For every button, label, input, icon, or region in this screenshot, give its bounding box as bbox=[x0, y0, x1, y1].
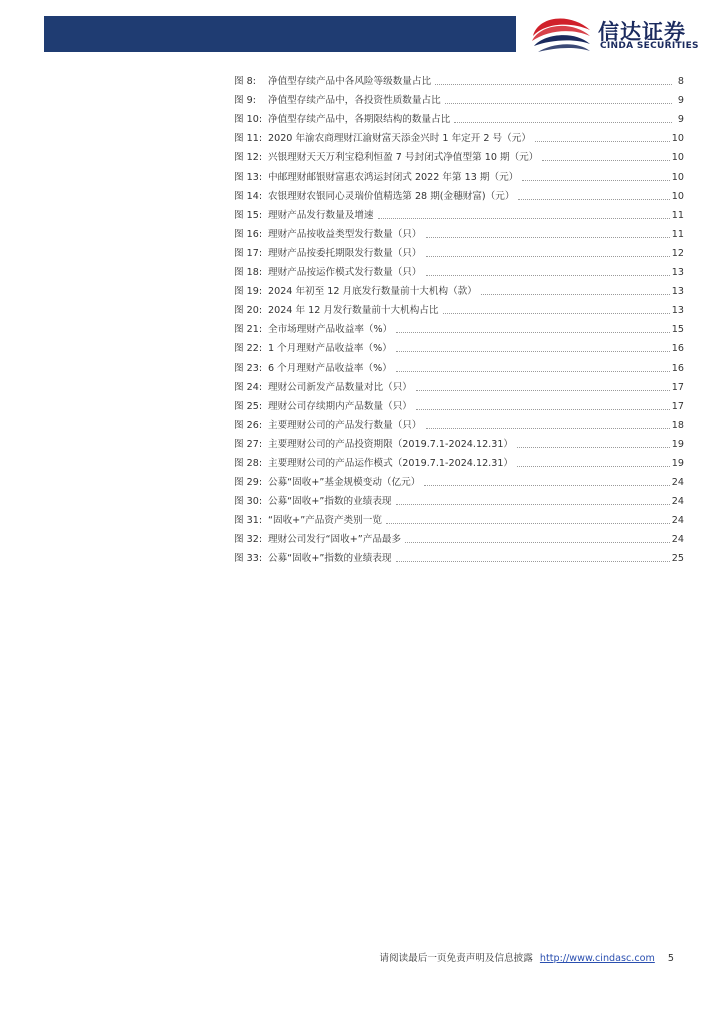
toc-entry-page: 17 bbox=[671, 400, 684, 412]
toc-dot-leader bbox=[517, 447, 670, 448]
toc-dot-leader bbox=[405, 542, 670, 543]
toc-entry-label: 图 25: bbox=[234, 400, 263, 412]
toc-entry-label: 图 27: bbox=[234, 438, 263, 450]
toc-entry[interactable] bbox=[234, 470, 684, 489]
toc-entry-page: 18 bbox=[671, 419, 684, 431]
toc-entry-page: 24 bbox=[671, 477, 684, 489]
toc-entry-title: 净值型存续产品中，各投资性质数量占比 bbox=[268, 95, 441, 107]
toc-entry[interactable] bbox=[234, 184, 684, 203]
toc-entry-label: 图 20: bbox=[234, 305, 263, 317]
toc-entry-page: 11 bbox=[671, 228, 684, 240]
toc-entry-page: 10 bbox=[671, 152, 684, 164]
toc-dot-leader bbox=[396, 504, 670, 505]
toc-entry-title: 农银理财农银同心灵瑞价值精选第 28 期(金穗财富)（元） bbox=[268, 190, 515, 202]
toc-entry-label: 图 22: bbox=[234, 343, 263, 355]
toc-entry-page: 8 bbox=[677, 76, 684, 88]
toc-dot-leader bbox=[445, 103, 672, 104]
company-logo bbox=[530, 14, 710, 56]
toc-dot-leader bbox=[426, 428, 670, 429]
toc-dot-leader bbox=[416, 390, 670, 391]
toc-dot-leader bbox=[542, 160, 669, 161]
toc-entry-title: 2024 年 12 月发行数量前十大机构占比 bbox=[268, 305, 439, 317]
toc-dot-leader bbox=[426, 237, 670, 238]
toc-entry-page: 16 bbox=[671, 362, 684, 374]
toc-entry-page: 9 bbox=[677, 114, 684, 126]
toc-entry[interactable] bbox=[234, 375, 684, 394]
toc-entry-title: 理财公司存续期内产品数量（只） bbox=[268, 400, 412, 412]
toc-entry-label: 图 30: bbox=[234, 496, 263, 508]
toc-entry[interactable] bbox=[234, 527, 684, 546]
toc-entry[interactable] bbox=[234, 222, 684, 241]
toc-entry-page: 17 bbox=[671, 381, 684, 393]
toc-entry[interactable] bbox=[234, 126, 684, 145]
toc-entry-title: 理财产品发行数量及增速 bbox=[268, 209, 374, 221]
toc-entry-title: 主要理财公司的产品投资期限（2019.7.1-2024.12.31） bbox=[268, 438, 514, 450]
toc-entry-label: 图 16: bbox=[234, 228, 263, 240]
toc-entry-page: 24 bbox=[671, 496, 684, 508]
toc-entry[interactable] bbox=[234, 69, 684, 88]
footer-website-link[interactable]: http://www.cindasc.com bbox=[539, 953, 655, 964]
logo-english-name: CINDA SECURITIES bbox=[600, 41, 699, 51]
toc-dot-leader bbox=[396, 351, 670, 352]
toc-dot-leader bbox=[481, 294, 670, 295]
toc-dot-leader bbox=[454, 122, 672, 123]
toc-entry[interactable] bbox=[234, 336, 684, 355]
toc-entry[interactable] bbox=[234, 145, 684, 164]
toc-entry[interactable] bbox=[234, 489, 684, 508]
toc-entry-title: 中邮理财邮银财富惠农鸿运封闭式 2022 年第 13 期（元） bbox=[268, 171, 519, 183]
toc-entry-page: 13 bbox=[671, 305, 684, 317]
header-bar bbox=[44, 16, 516, 52]
toc-entry[interactable] bbox=[234, 432, 684, 451]
toc-entry-label: 图 18: bbox=[234, 267, 263, 279]
toc-entry-title: 理财产品按收益类型发行数量（只） bbox=[268, 228, 422, 240]
toc-entry-label: 图 29: bbox=[234, 477, 263, 489]
toc-entry[interactable] bbox=[234, 394, 684, 413]
toc-entry[interactable] bbox=[234, 546, 684, 565]
toc-entry-label: 图 17: bbox=[234, 247, 263, 259]
toc-entry-label: 图 19: bbox=[234, 286, 263, 298]
toc-entry-title: 净值型存续产品中，各期限结构的数量占比 bbox=[268, 114, 451, 126]
toc-dot-leader bbox=[443, 313, 670, 314]
toc-entry-page: 24 bbox=[671, 534, 684, 546]
toc-entry[interactable] bbox=[234, 203, 684, 222]
toc-dot-leader bbox=[396, 561, 670, 562]
toc-entry[interactable] bbox=[234, 451, 684, 470]
toc-entry-page: 10 bbox=[671, 190, 684, 202]
toc-dot-leader bbox=[517, 466, 670, 467]
toc-dot-leader bbox=[426, 275, 670, 276]
toc-entry-title: 兴银理财天天万利宝稳利恒盈 7 号封闭式净值型第 10 期（元） bbox=[268, 152, 539, 164]
toc-entry[interactable] bbox=[234, 164, 684, 183]
toc-entry-label: 图 23: bbox=[234, 362, 263, 374]
toc-entry[interactable] bbox=[234, 355, 684, 374]
toc-entry-label: 图 11: bbox=[234, 133, 263, 145]
toc-entry-label: 图 32: bbox=[234, 534, 263, 546]
page-number: 5 bbox=[667, 953, 674, 964]
toc-dot-leader bbox=[386, 523, 670, 524]
toc-entry-title: 2024 年初至 12 月底发行数量前十大机构（款） bbox=[268, 286, 477, 298]
figure-table-of-contents bbox=[234, 69, 684, 565]
toc-entry-page: 10 bbox=[671, 133, 684, 145]
toc-entry-title: 主要理财公司的产品发行数量（只） bbox=[268, 419, 422, 431]
cinda-logo-icon bbox=[530, 14, 592, 56]
toc-entry-label: 图 10: bbox=[234, 114, 263, 126]
toc-entry[interactable] bbox=[234, 260, 684, 279]
toc-entry-page: 13 bbox=[671, 267, 684, 279]
toc-entry-page: 10 bbox=[671, 171, 684, 183]
toc-entry[interactable] bbox=[234, 241, 684, 260]
toc-entry-title: 理财公司新发产品数量对比（只） bbox=[268, 381, 412, 393]
toc-entry-label: 图 14: bbox=[234, 190, 263, 202]
toc-entry-title: 6 个月理财产品收益率（%） bbox=[268, 362, 392, 374]
toc-entry-title: 主要理财公司的产品运作模式（2019.7.1-2024.12.31） bbox=[268, 457, 514, 469]
toc-entry-title: 1 个月理财产品收益率（%） bbox=[268, 343, 392, 355]
toc-entry-title: 2020 年渝农商理财江渝财富天添金兴时 1 年定开 2 号（元） bbox=[268, 133, 531, 145]
logo-chinese-name: 信达证券 bbox=[598, 20, 686, 44]
toc-dot-leader bbox=[426, 256, 670, 257]
toc-entry-page: 19 bbox=[671, 438, 684, 450]
toc-entry-label: 图 15: bbox=[234, 209, 263, 221]
toc-entry[interactable] bbox=[234, 317, 684, 336]
toc-entry-label: 图 33: bbox=[234, 553, 263, 565]
toc-entry-title: 公募“固收+”指数的业绩表现 bbox=[268, 496, 392, 508]
toc-entry-page: 16 bbox=[671, 343, 684, 355]
toc-dot-leader bbox=[416, 409, 670, 410]
toc-entry[interactable] bbox=[234, 298, 684, 317]
toc-entry-title: 理财产品按委托期限发行数量（只） bbox=[268, 247, 422, 259]
toc-entry-title: 公募“固收+”基金规模变动（亿元） bbox=[268, 477, 421, 489]
toc-entry-title: 全市场理财产品收益率（%） bbox=[268, 324, 393, 336]
toc-entry-title: 净值型存续产品中各风险等级数量占比 bbox=[268, 76, 432, 88]
toc-entry-label: 图 31: bbox=[234, 515, 263, 527]
toc-entry[interactable] bbox=[234, 107, 684, 126]
toc-entry-label: 图 8: bbox=[234, 76, 256, 88]
toc-entry-page: 25 bbox=[671, 553, 684, 565]
toc-entry-title: 理财公司发行“固收+”产品最多 bbox=[268, 534, 402, 546]
toc-entry[interactable] bbox=[234, 88, 684, 107]
toc-entry-page: 9 bbox=[677, 95, 684, 107]
toc-dot-leader bbox=[522, 180, 669, 181]
toc-entry-title: “固收+”产品资产类别一览 bbox=[268, 515, 382, 527]
toc-entry-page: 19 bbox=[671, 457, 684, 469]
toc-entry-page: 24 bbox=[671, 515, 684, 527]
toc-dot-leader bbox=[396, 371, 670, 372]
toc-entry-label: 图 24: bbox=[234, 381, 263, 393]
toc-entry-label: 图 9: bbox=[234, 95, 256, 107]
toc-dot-leader bbox=[518, 199, 669, 200]
toc-entry-title: 理财产品按运作模式发行数量（只） bbox=[268, 267, 422, 279]
toc-dot-leader bbox=[396, 332, 670, 333]
toc-entry-label: 图 13: bbox=[234, 171, 263, 183]
toc-entry-label: 图 28: bbox=[234, 457, 263, 469]
toc-entry[interactable] bbox=[234, 413, 684, 432]
toc-entry-label: 图 26: bbox=[234, 419, 263, 431]
toc-dot-leader bbox=[435, 84, 672, 85]
page-footer bbox=[379, 950, 674, 964]
toc-entry-label: 图 21: bbox=[234, 324, 263, 336]
toc-entry-label: 图 12: bbox=[234, 152, 263, 164]
toc-entry-page: 13 bbox=[671, 286, 684, 298]
toc-dot-leader bbox=[378, 218, 670, 219]
toc-entry-title: 公募“固收+”指数的业绩表现 bbox=[268, 553, 392, 565]
toc-entry[interactable] bbox=[234, 279, 684, 298]
toc-dot-leader bbox=[424, 485, 669, 486]
toc-entry[interactable] bbox=[234, 508, 684, 527]
toc-entry-page: 15 bbox=[671, 324, 684, 336]
footer-disclaimer: 请阅读最后一页免责声明及信息披露 bbox=[379, 953, 533, 964]
toc-entry-page: 12 bbox=[671, 247, 684, 259]
toc-dot-leader bbox=[535, 141, 670, 142]
toc-entry-page: 11 bbox=[671, 209, 684, 221]
